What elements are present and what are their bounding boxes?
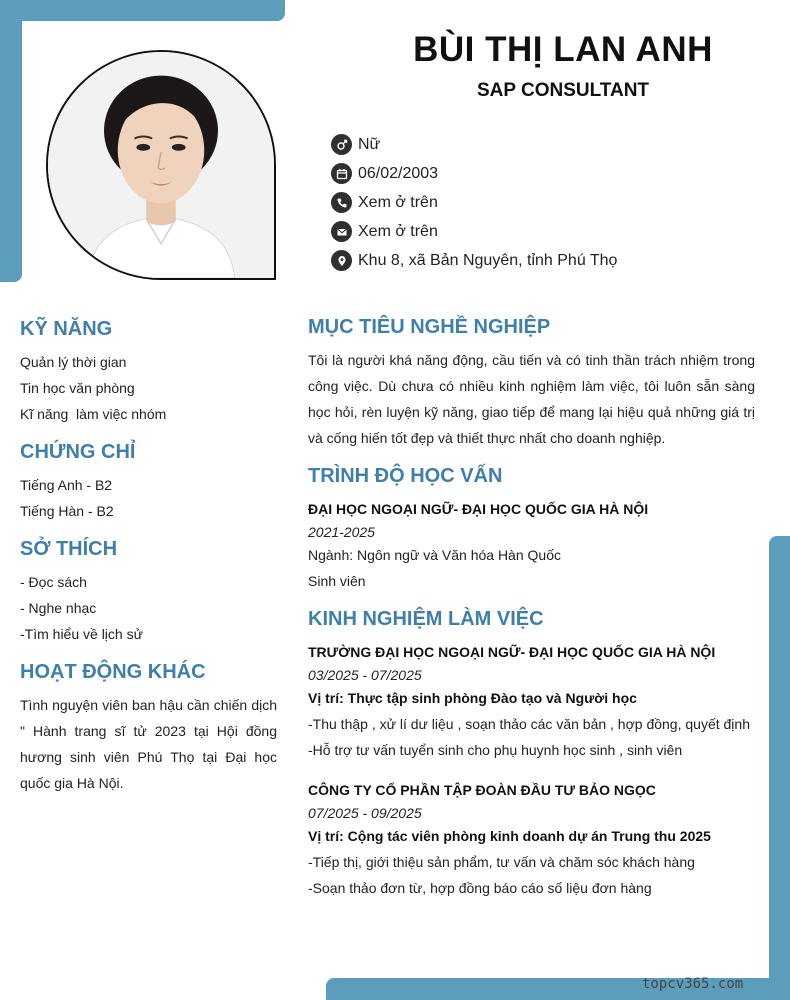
- job-position: Vị trí: Thực tập sinh phòng Đào tạo và Người học: [308, 690, 637, 706]
- right-column: [308, 316, 755, 915]
- job-period: 07/2025 - 09/2025: [308, 805, 422, 821]
- objective-section: [308, 316, 755, 451]
- experience-heading: KINH NGHIỆM LÀM VIỆC: [308, 608, 544, 630]
- job-period: 03/2025 - 07/2025: [308, 667, 422, 683]
- certificate-item: Tiếng Anh - B2: [20, 477, 113, 493]
- job-duty: -Hỗ trợ tư vấn tuyển sinh cho phụ huynh học sinh , sinh viên: [308, 742, 683, 758]
- location-icon: [331, 250, 352, 271]
- skills-heading: KỸ NĂNG: [20, 318, 113, 340]
- candidate-name: BÙI THỊ LAN ANH: [413, 30, 713, 69]
- objective-text: Tôi là người khá năng động, cầu tiến và có tinh thần trách nhiệm trong công việc. Dù chưa có nhiều kinh nghiệm làm việc, tôi luôn sẵn sàng học hỏi, rèn luyện kỹ năng, giao tiếp để mang lại hiệu quả những giá trị và cống hiến tốt đẹp và thiết thực nhất cho doanh nghiệp.: [308, 352, 755, 446]
- contact-address: [331, 246, 617, 275]
- education-school: ĐẠI HỌC NGOẠI NGỮ- ĐẠI HỌC QUỐC GIA HÀ NỘI: [308, 501, 649, 517]
- watermark: topcv365.com: [642, 976, 744, 992]
- activities-text: Tình nguyện viên ban hậu cần chiến dịch " Hành trang sĩ tử 2023 tại Hội đồng hương sinh viên Phú Thọ tại Đại học quốc gia Hà Nội.: [20, 697, 277, 791]
- contact-list: [331, 130, 617, 275]
- left-column: [20, 318, 277, 810]
- job-organization: CÔNG TY CỔ PHẦN TẬP ĐOÀN ĐẦU TƯ BẢO NGỌC: [308, 782, 656, 798]
- hobbies-section: [20, 538, 277, 647]
- certificate-item: Tiếng Hàn - B2: [20, 503, 114, 519]
- portrait-illustration: [48, 52, 274, 278]
- contact-email: [331, 217, 617, 246]
- decorative-left-bar: [0, 0, 22, 282]
- job-position: Vị trí: Cộng tác viên phòng kinh doanh dự án Trung thu 2025: [308, 828, 711, 844]
- birthdate-value: 06/02/2003: [358, 164, 439, 182]
- email-icon: [331, 221, 352, 242]
- education-heading: TRÌNH ĐỘ HỌC VẤN: [308, 465, 503, 487]
- hobbies-heading: SỞ THÍCH: [20, 538, 118, 560]
- decorative-right-bar: [769, 536, 790, 1000]
- gender-value: Nữ: [358, 135, 381, 153]
- phone-value: Xem ở trên: [358, 193, 438, 211]
- objective-heading: MỤC TIÊU NGHỀ NGHIỆP: [308, 316, 551, 338]
- email-value: Xem ở trên: [358, 222, 438, 240]
- experience-section: [308, 608, 755, 901]
- hobby-item: - Đọc sách: [20, 574, 87, 590]
- hobby-item: -Tìm hiểu về lịch sử: [20, 626, 143, 642]
- contact-gender: [331, 130, 617, 159]
- job-title: SAP CONSULTANT: [476, 80, 650, 101]
- skills-section: [20, 318, 277, 427]
- education-status: Sinh viên: [308, 573, 366, 589]
- address-value: Khu 8, xã Bản Nguyên, tỉnh Phú Thọ: [358, 251, 618, 269]
- job-entry: [308, 639, 755, 763]
- certificates-section: [20, 441, 277, 524]
- activities-section: [20, 661, 277, 796]
- job-entry: [308, 777, 755, 901]
- profile-photo: [46, 50, 276, 280]
- skill-item: Tin học văn phòng: [20, 380, 135, 396]
- education-major: Ngành: Ngôn ngữ và Văn hóa Hàn Quốc: [308, 547, 561, 563]
- skill-item: Kĩ năng làm việc nhóm: [20, 406, 167, 422]
- contact-phone: [331, 188, 617, 217]
- job-duty: -Soạn thảo đơn từ, hợp đồng báo cáo số liệu đơn hàng: [308, 880, 652, 896]
- job-duty: -Tiếp thị, giới thiệu sản phẩm, tư vấn và chăm sóc khách hàng: [308, 854, 695, 870]
- decorative-top-bar: [0, 0, 285, 21]
- skill-item: Quản lý thời gian: [20, 354, 127, 370]
- activities-heading: HOẠT ĐỘNG KHÁC: [20, 661, 206, 683]
- education-period: 2021-2025: [308, 524, 375, 540]
- contact-birthdate: [331, 159, 617, 188]
- phone-icon: [331, 192, 352, 213]
- certificates-heading: CHỨNG CHỈ: [20, 441, 136, 463]
- job-organization: TRƯỜNG ĐẠI HỌC NGOẠI NGỮ- ĐẠI HỌC QUỐC GIA HÀ NỘI: [308, 644, 716, 660]
- gender-icon: [331, 134, 352, 155]
- education-section: [308, 465, 755, 594]
- job-duty: -Thu thập , xử lí dư liệu , soạn thảo các văn bản , hợp đồng, quyết định: [308, 716, 750, 732]
- calendar-icon: [331, 163, 352, 184]
- hobby-item: - Nghe nhạc: [20, 600, 97, 616]
